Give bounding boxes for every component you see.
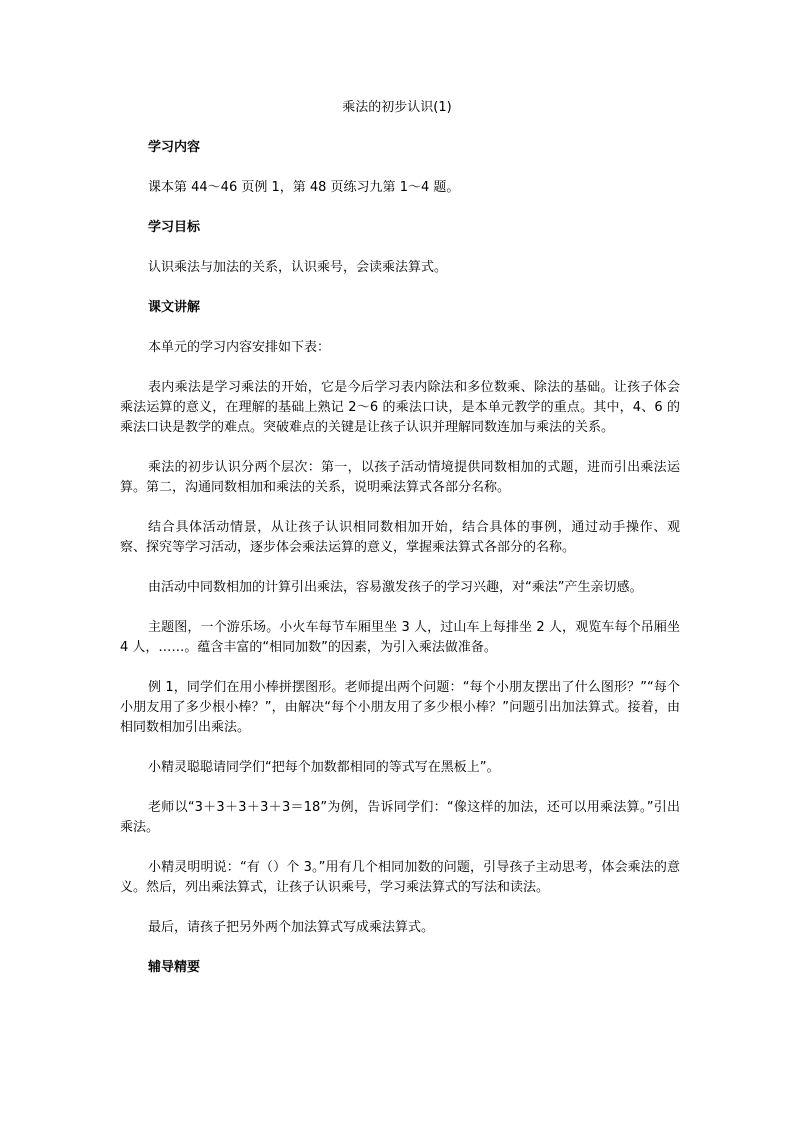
paragraph: 例 1，同学们在用小棒拼摆图形。老师提出两个问题：“每个小朋友摆出了什么图形？”“每个小朋友用了多少根小棒？”，由解决“每个小朋友用了多少根小棒？”问题引出加法算式。接着，由相同数相加引出乘法。 bbox=[120, 680, 680, 735]
paragraph: 乘法的初步认识分两个层次：第一，以孩子活动情境提供同数相加的式题，进而引出乘法运算。第二，沟通同数相加和乘法的关系，说明乘法算式各部分名称。 bbox=[120, 460, 680, 495]
section-heading-explain: 课文讲解 bbox=[148, 300, 201, 315]
paragraph: 老师以“3＋3＋3＋3＋3＝18”为例，告诉同学们：“像这样的加法，还可以用乘法算。”引出乘法。 bbox=[120, 800, 680, 835]
paragraph: 由活动中同数相加的计算引出乘法，容易激发孩子的学习兴趣，对“乘法”产生亲切感。 bbox=[148, 580, 643, 595]
paragraph: 表内乘法是学习乘法的开始，它是今后学习表内除法和多位数乘、除法的基础。让孩子体会乘法运算的意义，在理解的基础上熟记 2～6 的乘法口诀，是本单元教学的重点。其中，4、6 的乘法口诀是教学的难点。突破难点的关键是让孩子认识并理解同数连加与乘法的关系。 bbox=[120, 380, 680, 435]
document-title: 乘法的初步认识(1) bbox=[342, 100, 452, 115]
document-body bbox=[120, 138, 680, 978]
content-text: 课本第 44～46 页例 1，第 48 页练习九第 1～4 题。 bbox=[148, 180, 460, 195]
paragraph: 结合具体活动情景，从让孩子认识相同数相加开始，结合具体的事例，通过动手操作、观察、探究等学习活动，逐步体会乘法运算的意义，掌握乘法算式各部分的名称。 bbox=[120, 520, 680, 555]
paragraph: 主题图，一个游乐场。小火车每节车厢里坐 3 人，过山车上每排坐 2 人，观览车每个吊厢坐 4 人，……。蕴含丰富的“相同加数”的因素，为引入乘法做准备。 bbox=[120, 620, 680, 655]
section-heading-guide: 辅导精要 bbox=[148, 960, 201, 975]
section-heading-content: 学习内容 bbox=[148, 140, 201, 155]
paragraph: 小精灵明明说：“有（）个 3。”用有几个相同加数的问题，引导孩子主动思考，体会乘法的意义。然后，列出乘法算式，让孩子认识乘号，学习乘法算式的写法和读法。 bbox=[120, 860, 680, 895]
paragraph: 最后，请孩子把另外两个加法算式写成乘法算式。 bbox=[148, 920, 435, 935]
paragraph: 小精灵聪聪请同学们“把每个加数都相同的等式写在黑板上”。 bbox=[148, 760, 500, 775]
goal-text: 认识乘法与加法的关系，认识乘号，会读乘法算式。 bbox=[148, 260, 448, 275]
explain-intro: 本单元的学习内容安排如下表： bbox=[148, 340, 331, 355]
section-heading-goal: 学习目标 bbox=[148, 220, 201, 235]
